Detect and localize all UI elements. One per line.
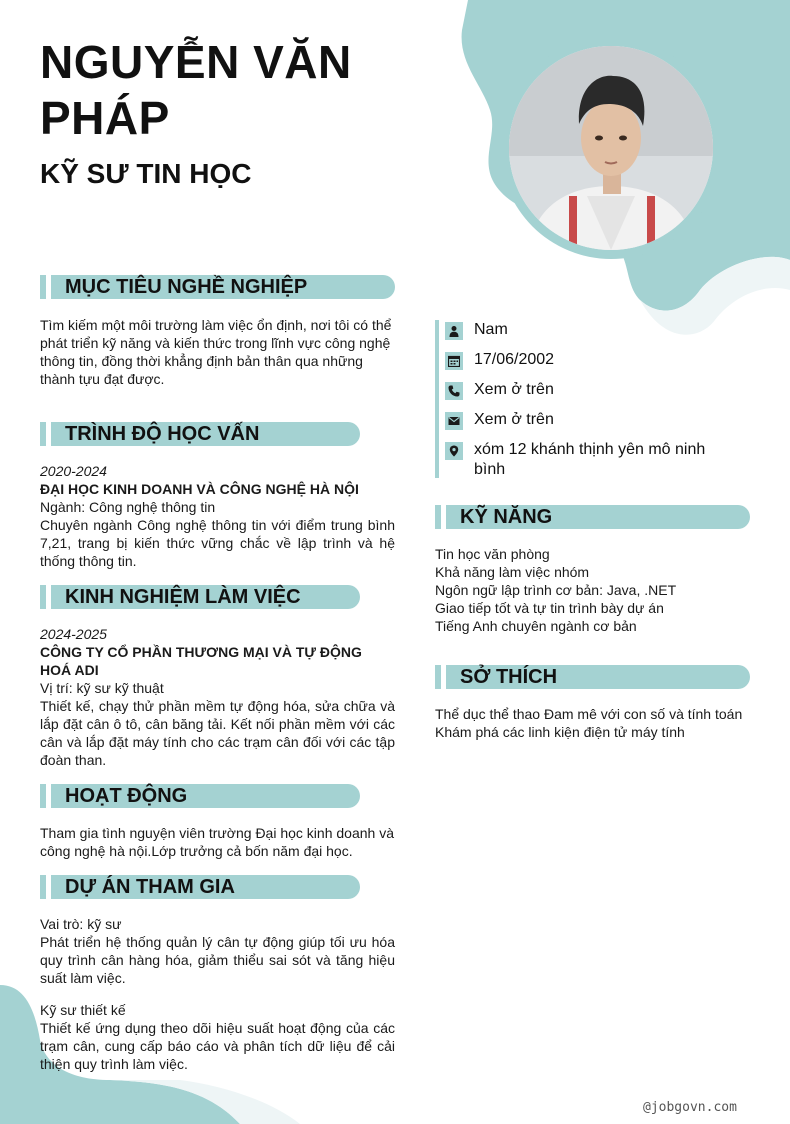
location-pin-icon <box>445 442 463 460</box>
contact-gender <box>445 320 734 340</box>
contact-text: Xem ở trên <box>474 381 554 398</box>
company-name: CÔNG TY CỔ PHẦN THƯƠNG MẠI VÀ TỰ ĐỘNG HOÁ ADI <box>40 644 362 678</box>
job-title: KỸ SƯ TIN HỌC <box>40 158 252 189</box>
section-title: KINH NGHIỆM LÀM VIỆC <box>65 586 301 608</box>
project-1-role: Vai trò: kỹ sư <box>40 916 122 932</box>
objective-paragraph: Tìm kiếm một môi trường làm việc ổn định, nơi tôi có thể phát triển kỹ năng và kiến thức trong lĩnh vực công nghệ thông tin, đồng thời khẳng định bản thân qua những thành tựu đạt được. <box>40 317 392 387</box>
contact-text: xóm 12 khánh thịnh yên mô ninh bình <box>474 441 706 478</box>
activities-text <box>40 824 395 860</box>
contact-phone <box>445 380 734 400</box>
section-title: KỸ NĂNG <box>460 506 553 528</box>
education-period: 2020-2024 <box>40 463 107 479</box>
skill-item: Ngôn ngữ lập trình cơ bản: Java, .NET <box>435 582 677 598</box>
activities-paragraph: Tham gia tình nguyện viên trường Đại học kinh doanh và công nghệ hà nội.Lớp trưởng cả bốn năm đại học. <box>40 825 394 859</box>
projects-entry <box>40 915 395 1073</box>
skill-item: Tin học văn phòng <box>435 546 550 562</box>
contact-text: 17/06/2002 <box>474 351 555 368</box>
section-header-activities <box>51 784 360 808</box>
project-1-detail: Phát triển hệ thống quản lý cân tự động giúp tối ưu hóa quy trình cân hàng hóa, giảm thiểu sai sót và tăng hiệu suất làm việc. <box>40 934 395 986</box>
person-icon <box>445 322 463 340</box>
section-header-education <box>51 422 360 446</box>
calendar-icon <box>445 352 463 370</box>
school-name: ĐẠI HỌC KINH DOANH VÀ CÔNG NGHỆ HÀ NỘI <box>40 481 359 497</box>
section-title: MỤC TIÊU NGHỀ NGHIỆP <box>65 276 308 298</box>
section-header-experience <box>51 585 360 609</box>
experience-entry <box>40 625 395 769</box>
experience-period: 2024-2025 <box>40 626 107 642</box>
contact-accent-bar <box>435 320 439 478</box>
section-title: HOẠT ĐỘNG <box>65 785 188 807</box>
section-header-hobbies <box>446 665 750 689</box>
hobbies-text <box>435 705 750 741</box>
section-header-projects <box>51 875 360 899</box>
project-2-detail: Thiết kế ứng dụng theo dõi hiệu suất hoạt động của các trạm cân, cung cấp báo cáo và phân tích dữ liệu để cải thiện quy trình làm việc. <box>40 1020 395 1072</box>
skill-item: Khả năng làm việc nhóm <box>435 564 590 580</box>
section-title: TRÌNH ĐỘ HỌC VẤN <box>65 423 260 445</box>
experience-position: Vị trí: kỹ sư kỹ thuật <box>40 680 164 696</box>
project-2-role: Kỹ sư thiết kế <box>40 1002 126 1018</box>
skill-item: Giao tiếp tốt và tự tin trình bày dự án <box>435 600 664 616</box>
contact-text: Nam <box>474 321 508 338</box>
section-header-skills <box>446 505 750 529</box>
contact-text: Xem ở trên <box>474 411 554 428</box>
education-major: Ngành: Công nghệ thông tin <box>40 499 216 515</box>
profile-photo <box>509 46 713 250</box>
objective-text <box>40 316 395 388</box>
section-title: DỰ ÁN THAM GIA <box>65 876 235 898</box>
experience-detail: Thiết kế, chạy thử phần mềm tự động hóa, sửa chữa và lắp đặt cân ô tô, cân băng tải. Kết nối phần mềm với các cân và lắp đặt máy tính cho các trạm cân đối với các tập đoàn than. <box>40 698 395 768</box>
mail-icon <box>445 412 463 430</box>
section-header-objective <box>51 275 395 299</box>
contact-address <box>445 440 734 480</box>
education-entry <box>40 462 395 570</box>
section-title: SỞ THÍCH <box>460 666 558 688</box>
contact-birthday <box>445 350 734 370</box>
skills-list <box>435 545 750 635</box>
education-detail: Chuyên ngành Công nghệ thông tin với điểm trung bình 7,21, trang bị kiến thức vững chắc về lập trình và hệ thống thông tin. <box>40 517 395 569</box>
hobbies-paragraph: Thể dục thể thao Đam mê với con số và tính toán Khám phá các linh kiện điện tử máy tính <box>435 706 743 740</box>
profile-photo-frame <box>500 37 722 259</box>
skill-item: Tiếng Anh chuyên ngành cơ bản <box>435 618 637 634</box>
candidate-name: NGUYỄN VĂN PHÁP <box>40 36 352 144</box>
phone-icon <box>445 382 463 400</box>
watermark: @jobgovn.com <box>643 1100 737 1115</box>
contact-email <box>445 410 734 430</box>
